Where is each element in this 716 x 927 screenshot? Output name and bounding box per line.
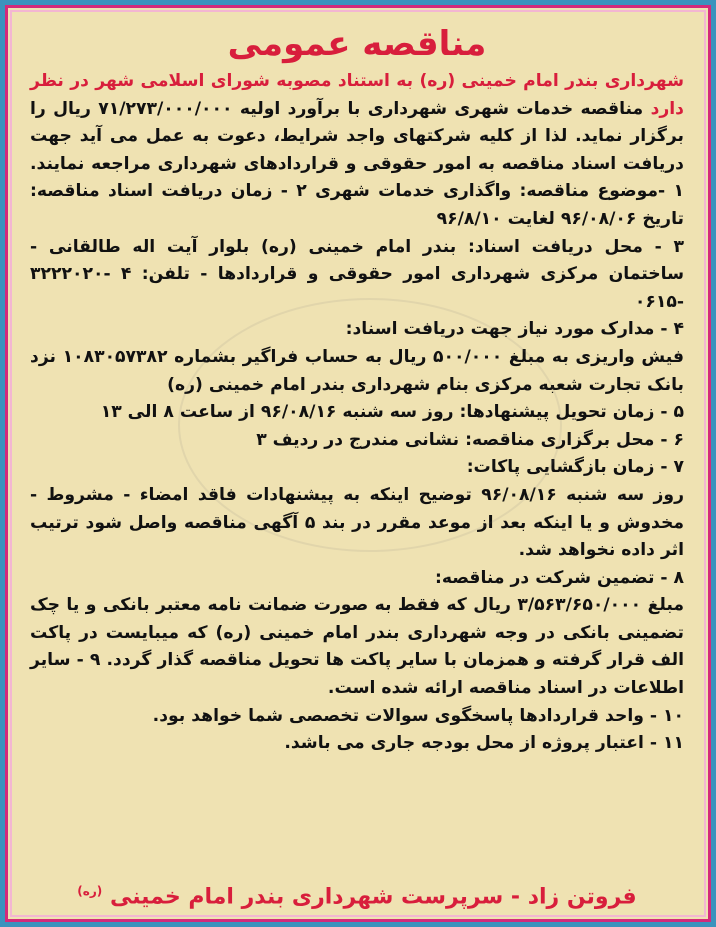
paragraph-2: ۳ - محل دریافت اسناد: بندر امام خمینی (ره) بلوار آیت اله طالقانی - ساختمان مرکزی شهرداری امور حقوقی و قراردادها - تلفن: ۴ -۳۲۲۲۰۲۰ -۰۶۱۵ — [30, 236, 684, 312]
paragraph-6: ۶ - محل برگزاری مناقصه: نشانی مندرج در ردیف ۳ — [256, 429, 684, 450]
paragraph-8: روز سه شنبه ۹۶/۰۸/۱۶ توضیح اینکه به پیشنهادات فاقد امضاء - مشروط - مخدوش و یا اینکه بعد از موعد مقرر در بند ۵ آگهی مناقصه واصل شود ترتیب اثر داده نخواهد شد. — [30, 484, 685, 561]
signature-text: فروتن زاد - سرپرست شهرداری بندر امام خمینی — [109, 884, 637, 909]
signature-line — [30, 877, 684, 911]
paragraph-7: ۷ - زمان بازگشایی پاکات: — [466, 457, 684, 478]
paragraph-11: ۱۰ - واحد قراردادها پاسخگوی سوالات تخصصی شما خواهد بود. — [152, 705, 684, 726]
notice-paper — [5, 5, 711, 922]
paragraph-intro — [30, 68, 684, 234]
notice-body — [30, 68, 684, 758]
paragraph-3: ۴ - مدارک مورد نیاز جهت دریافت اسناد: — [345, 319, 684, 340]
paragraph-5: ۵ - زمان تحویل پیشنهادها: روز سه شنبه ۹۶/۰۸/۱۶ از ساعت ۸ الی ۱۳ — [100, 402, 684, 423]
paragraph-4: فیش واریزی به مبلغ ۵۰۰/۰۰۰ ریال به حساب فراگیر بشماره ۱۰۸۳۰۵۷۳۸۲ نزد بانک تجارت شعبه مرکزی بنام شهرداری بندر امام خمینی (ره) — [30, 346, 684, 395]
paragraph-1: مناقصه خدمات شهری شهرداری با برآورد اولیه ۷۱/۲۷۳/۰۰۰/۰۰۰ ریال را برگزار نماید. لذا از کلیه شرکتهای واجد شرایط، دعوت به عمل می آید جهت دریافت اسناد مناقصه به امور حقوقی و قراردادهای شهرداری مراجعه نمایند. ۱ -موضوع مناقصه: واگذاری خدمات شهری ۲ - زمان دریافت اسناد مناقصه: تاریخ ۹۶/۰۸/۰۶ لغایت ۹۶/۸/۱۰ — [30, 98, 685, 229]
paragraph-9: ۸ - تضمین شرکت در مناقصه: — [434, 567, 684, 588]
intro-highlight: شهرداری بندر امام خمینی (ره) به استناد مصوبه شورای اسلامی شهر در نظر دارد — [30, 71, 684, 119]
signature-suffix: (ره) — [77, 883, 103, 898]
paragraph-12: ۱۱ - اعتبار پروژه از محل بودجه جاری می باشد. — [284, 733, 684, 754]
paragraph-10: مبلغ ۳/۵۶۳/۶۵۰/۰۰۰ ریال که فقط به صورت ضمانت نامه معتبر بانکی و یا چک تضمینی بانکی در وجه شهرداری بندر امام خمینی (ره) که میبایست در پاکت الف قرار گرفته و همزمان با سایر پاکت ها تحویل مناقصه گذار گردد. ۹ - سایر اطلاعات در اسناد مناقصه ارائه شده است. — [30, 595, 684, 699]
notice-title: مناقصه عمومی — [227, 24, 487, 64]
